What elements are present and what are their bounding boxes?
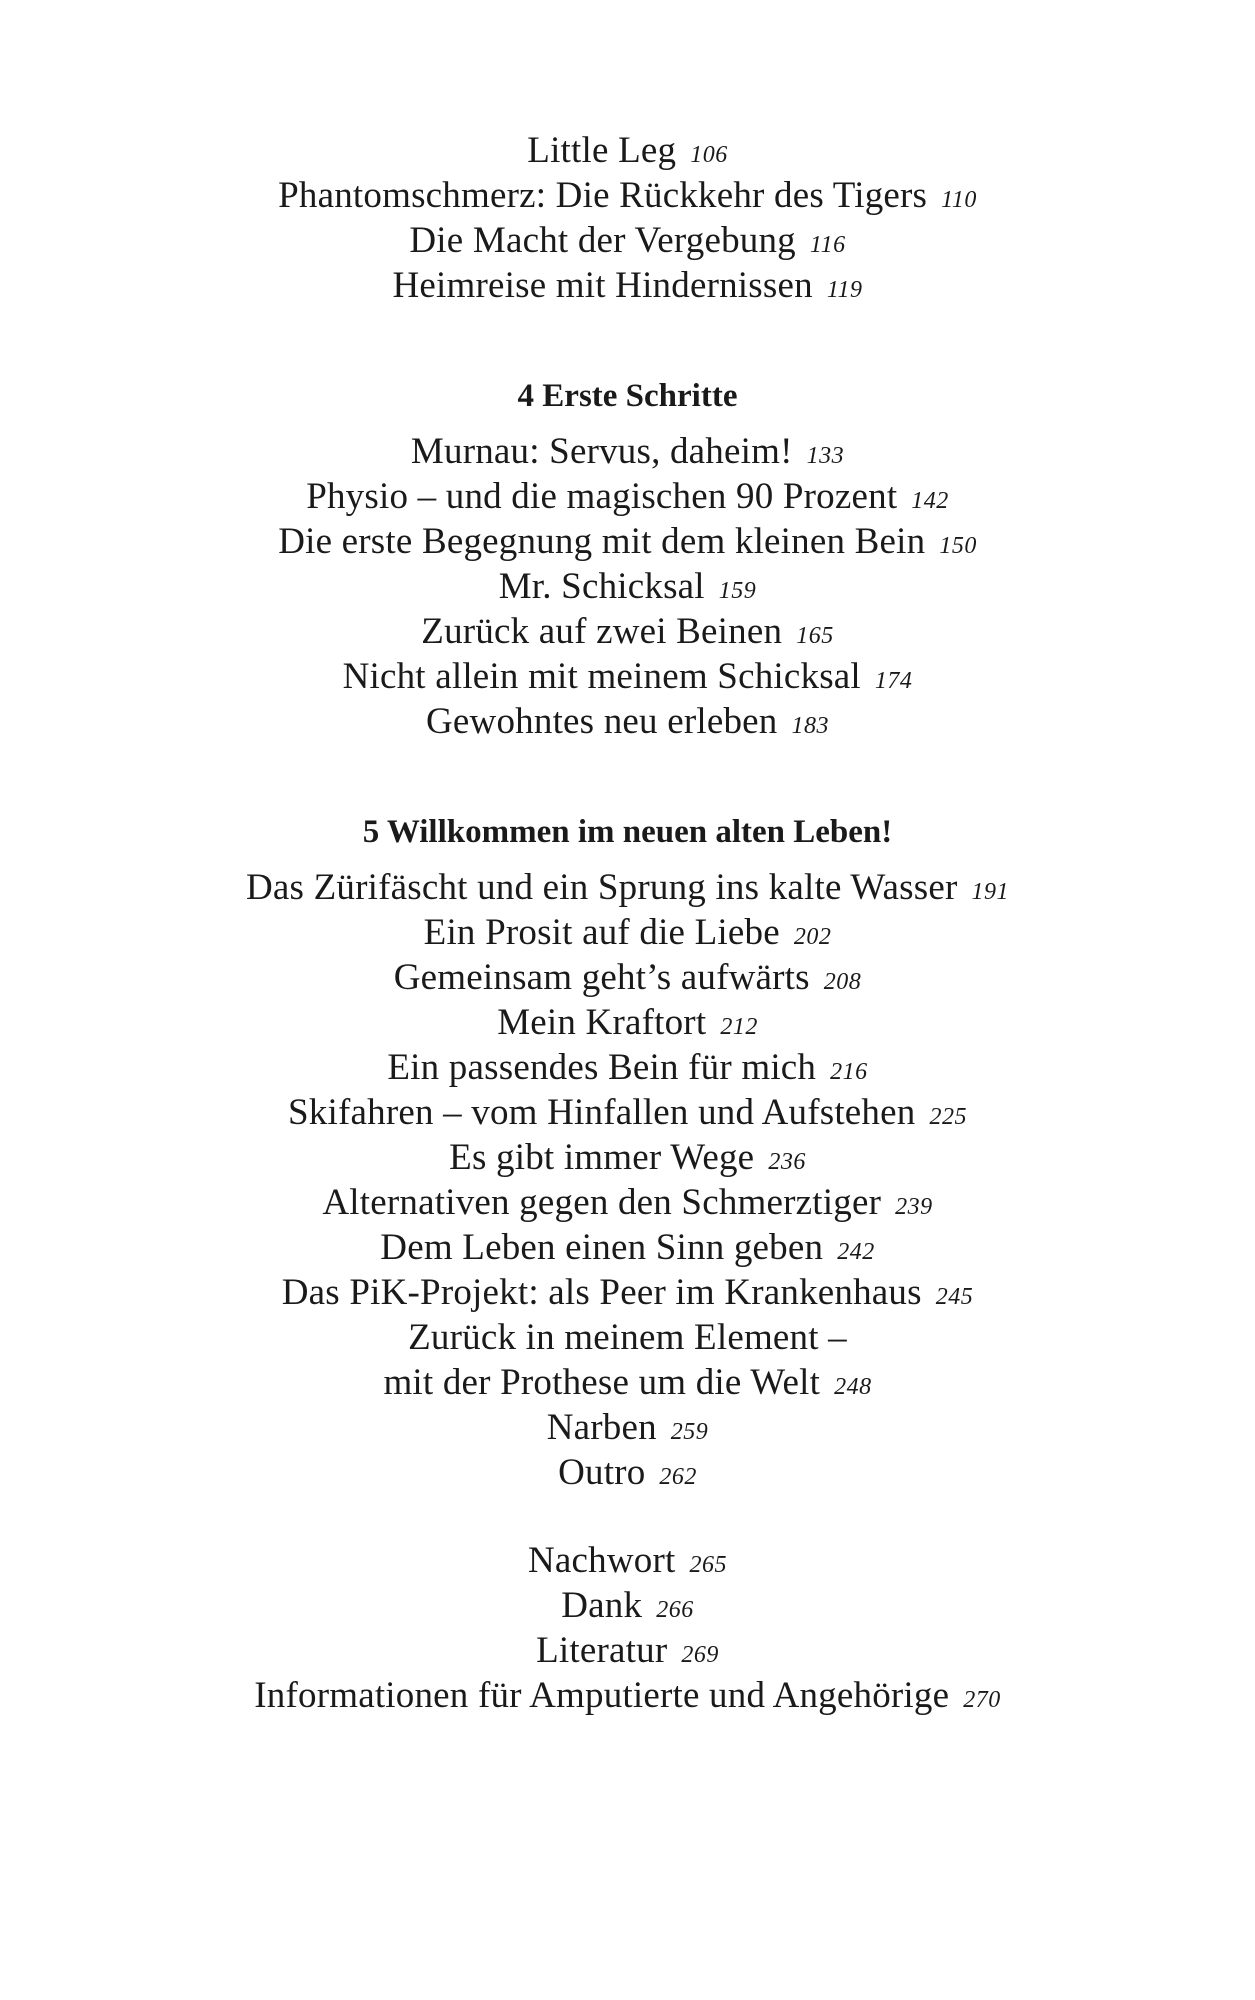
entry-page: 183 <box>791 713 829 739</box>
chapter-heading: 5 Willkommen im neuen alten Leben! <box>362 814 893 850</box>
entry-title: Gemeinsam geht’s aufwärts <box>393 957 810 998</box>
toc-section-continued <box>0 128 1255 308</box>
entry-title: Nachwort <box>528 1540 676 1581</box>
toc-entry[interactable] <box>0 1315 1255 1360</box>
toc-entry[interactable] <box>0 564 1255 609</box>
entry-title: Physio – und die magischen 90 Prozent <box>306 476 898 517</box>
toc-entry[interactable] <box>0 1360 1255 1405</box>
entry-title: Phantomschmerz: Die Rückkehr des Tigers <box>278 175 928 216</box>
toc-entry[interactable] <box>0 1270 1255 1315</box>
entry-page: 216 <box>830 1059 868 1085</box>
entry-page: 116 <box>809 232 846 258</box>
entry-page: 191 <box>971 879 1009 905</box>
entry-page: 212 <box>720 1014 758 1040</box>
toc-entry[interactable] <box>0 128 1255 173</box>
toc-entry[interactable] <box>0 1180 1255 1225</box>
entry-page: 266 <box>656 1597 694 1623</box>
toc-chapter-4 <box>0 374 1255 744</box>
toc-entry[interactable] <box>0 1090 1255 1135</box>
entry-page: 106 <box>690 142 728 168</box>
entry-page: 262 <box>659 1464 697 1490</box>
entry-title: Outro <box>558 1452 646 1493</box>
entry-page: 269 <box>681 1642 719 1668</box>
entry-page: 265 <box>689 1552 727 1578</box>
toc-entry[interactable] <box>0 955 1255 1000</box>
toc-entry[interactable] <box>0 865 1255 910</box>
entry-title: Narben <box>546 1407 657 1448</box>
toc-entry[interactable] <box>0 429 1255 474</box>
entry-title: Dank <box>561 1585 643 1626</box>
entry-title: Heimreise mit Hindernissen <box>392 265 813 306</box>
entry-page: 150 <box>939 533 977 559</box>
entry-title: Das PiK-Projekt: als Peer im Krankenhaus <box>281 1272 922 1313</box>
entry-title: Ein passendes Bein für mich <box>387 1047 817 1088</box>
entry-page: 165 <box>796 623 834 649</box>
entry-page: 248 <box>834 1374 872 1400</box>
toc-entry[interactable] <box>0 218 1255 263</box>
entry-title: Nicht allein mit meinem Schicksal <box>342 656 861 697</box>
toc-entry[interactable] <box>0 609 1255 654</box>
entry-page: 270 <box>963 1687 1001 1713</box>
entry-page: 110 <box>941 187 977 213</box>
entry-title: Die erste Begegnung mit dem kleinen Bein <box>278 521 926 562</box>
entry-title: Skifahren – vom Hinfallen und Aufstehen <box>288 1092 916 1133</box>
toc-entry[interactable] <box>0 1450 1255 1495</box>
entry-page: 142 <box>911 488 949 514</box>
toc-chapter-5 <box>0 810 1255 1495</box>
entry-title: Dem Leben einen Sinn geben <box>380 1227 824 1268</box>
toc-entry[interactable] <box>0 1045 1255 1090</box>
entry-page: 236 <box>768 1149 806 1175</box>
entry-title: Das Zürifäscht und ein Sprung ins kalte Wasser <box>246 867 958 908</box>
entry-page: 225 <box>929 1104 967 1130</box>
toc-entry[interactable] <box>0 910 1255 955</box>
toc-entry[interactable] <box>0 654 1255 699</box>
entry-title: Zurück in meinem Element – <box>408 1317 847 1358</box>
entry-title: Gewohntes neu erleben <box>426 701 778 742</box>
toc-entry[interactable] <box>0 263 1255 308</box>
entry-page: 259 <box>670 1419 709 1445</box>
entry-page: 239 <box>895 1194 933 1220</box>
toc-entry[interactable] <box>0 519 1255 564</box>
chapter-heading: 4 Erste Schritte <box>517 378 738 414</box>
toc-entry[interactable] <box>0 1628 1255 1673</box>
entry-title: Mr. Schicksal <box>498 566 705 607</box>
entry-title: Die Macht der Vergebung <box>409 220 796 261</box>
toc-entry[interactable] <box>0 1405 1255 1450</box>
toc-backmatter <box>0 1538 1255 1718</box>
entry-title: Literatur <box>536 1630 668 1671</box>
entry-page: 202 <box>793 924 832 950</box>
toc-entry[interactable] <box>0 1538 1255 1583</box>
entry-page: 119 <box>826 277 863 303</box>
entry-title: Mein Kraftort <box>497 1002 707 1043</box>
toc-entry[interactable] <box>0 1000 1255 1045</box>
toc-entry[interactable] <box>0 1673 1255 1718</box>
entry-title: Ein Prosit auf die Liebe <box>423 912 780 953</box>
entry-page: 174 <box>874 668 913 694</box>
entry-title: Little Leg <box>527 130 677 171</box>
entry-title: Informationen für Amputierte und Angehörige <box>254 1675 950 1716</box>
entry-page: 133 <box>806 443 845 469</box>
entry-page: 242 <box>837 1239 875 1265</box>
entry-page: 208 <box>823 969 862 995</box>
toc-entry[interactable] <box>0 1225 1255 1270</box>
toc-entry[interactable] <box>0 173 1255 218</box>
toc-entry[interactable] <box>0 1583 1255 1628</box>
toc-entry[interactable] <box>0 699 1255 744</box>
entry-title: Alternativen gegen den Schmerztiger <box>322 1182 882 1223</box>
entry-title: Es gibt immer Wege <box>449 1137 755 1178</box>
table-of-contents <box>0 128 1255 1718</box>
entry-page: 159 <box>718 578 757 604</box>
entry-title: Murnau: Servus, daheim! <box>410 431 793 472</box>
entry-title: mit der Prothese um die Welt <box>383 1362 821 1403</box>
entry-page: 245 <box>935 1284 974 1310</box>
toc-entry[interactable] <box>0 474 1255 519</box>
toc-entry[interactable] <box>0 1135 1255 1180</box>
entry-title: Zurück auf zwei Beinen <box>421 611 783 652</box>
